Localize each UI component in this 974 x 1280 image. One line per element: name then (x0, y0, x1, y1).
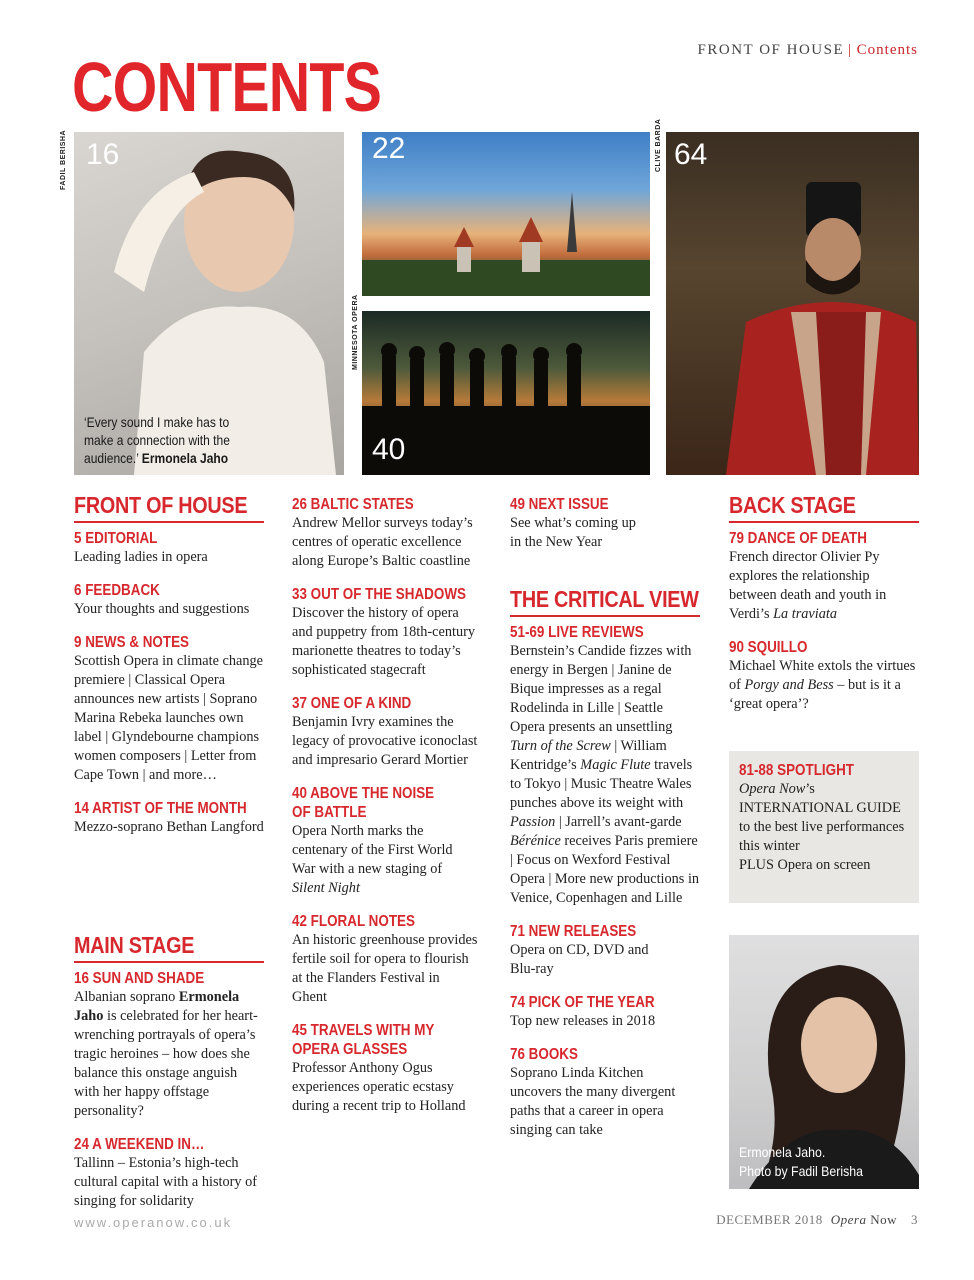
footer-url[interactable]: www.operanow.co.uk (74, 1215, 233, 1230)
photo-ermonela-jaho-portrait[interactable] (74, 132, 344, 475)
item-title: 74 PICK OF THE YEAR (510, 994, 655, 1011)
contents-item[interactable] (510, 623, 700, 908)
item-title: 24 A WEEKEND IN… (74, 1136, 205, 1153)
item-title: 71 NEW RELEASES (510, 923, 637, 940)
contents-item[interactable] (74, 633, 264, 785)
item-description: An historic greenhouse provides fertile soil for opera to flourish at the Flanders Festival in Ghent (292, 932, 478, 1005)
column-back-stage (729, 492, 919, 728)
item-title: 40 ABOVE THE NOISE OF BATTLE (292, 785, 435, 821)
running-head-section: FRONT OF HOUSE (697, 42, 845, 58)
page-title: CONTENTS (72, 48, 382, 126)
item-description: Opera Now’s INTERNATIONAL GUIDE to the best live performances this winter PLUS Opera on screen (739, 781, 905, 873)
item-description: Benjamin Ivry examines the legacy of provocative iconoclast and impresario Gerard Mortier (292, 714, 478, 768)
contents-item[interactable] (292, 912, 478, 1007)
photo-opera-singer-red-robe[interactable] (666, 132, 919, 475)
item-title: 79 DANCE OF DEATH (729, 530, 867, 547)
pull-quote-text: ‘Every sound I make has to make a connection with the audience.’ (84, 414, 230, 466)
spotlight-box[interactable] (729, 751, 919, 903)
section-heading-main-stage: MAIN STAGE (74, 932, 264, 963)
item-description: Opera on CD, DVD and Blu-ray (510, 942, 649, 977)
item-description: Albanian soprano Ermonela Jaho is celebrated for her heart-wrenching portrayals of opera’s tragic heroines – how does she balance this onstage anguish with her happy offstage personality? (74, 989, 258, 1119)
column-features (292, 495, 478, 1130)
contents-item[interactable] (74, 529, 264, 567)
item-title: 49 NEXT ISSUE (510, 496, 609, 513)
item-description: Scottish Opera in climate change premiere | Classical Opera announces new artists | Soprano Marina Rebeka launches own label | Glyndebourne champions women composers | Letter from Cape Town | and more… (74, 653, 263, 783)
section-heading-front-of-house: FRONT OF HOUSE (74, 492, 264, 523)
item-title: 26 BALTIC STATES (292, 496, 414, 513)
item-description: Andrew Mellor surveys today’s centres of operatic excellence along Europe’s Baltic coastline (292, 515, 473, 569)
page-ref-number: 22 (372, 132, 406, 165)
pull-quote (84, 413, 239, 467)
column-main-stage (74, 932, 264, 1225)
photo-credit: CLIVE BARDA (655, 118, 662, 172)
contents-item[interactable] (510, 993, 700, 1031)
page-ref-number: 16 (86, 138, 120, 171)
item-description: See what’s coming up in the New Year (510, 515, 636, 550)
column-critical-view (510, 495, 700, 1154)
item-description: Discover the history of opera and puppetry from 18th-century marionette theatres to today’s sophisticated stagecraft (292, 605, 476, 678)
photo-caption: Ermonela Jaho. Photo by Fadil Berisha (739, 1144, 863, 1179)
footer-date: DECEMBER 2018 (716, 1212, 823, 1227)
contents-item[interactable] (729, 638, 919, 714)
item-title: 33 OUT OF THE SHADOWS (292, 586, 466, 603)
footer-magazine: Opera Now (830, 1212, 897, 1227)
item-description: Soprano Linda Kitchen uncovers the many divergent paths that a career in opera singing can take (510, 1065, 676, 1138)
item-title: 9 NEWS & NOTES (74, 634, 190, 651)
item-title: 81-88 SPOTLIGHT (739, 762, 855, 779)
item-title: 37 ONE OF A KIND (292, 695, 412, 712)
contents-item[interactable] (510, 1045, 700, 1140)
item-description: Tallinn – Estonia’s high-tech cultural capital with a history of singing for solidarity (74, 1155, 258, 1209)
item-title: 45 TRAVELS WITH MY OPERA GLASSES (292, 1022, 435, 1058)
pull-quote-author: Ermonela Jaho (141, 450, 229, 466)
section-heading-critical-view: THE CRITICAL VIEW (510, 586, 700, 617)
item-title: 5 EDITORIAL (74, 530, 158, 547)
photo-tallinn-skyline[interactable] (362, 132, 650, 296)
item-title: 90 SQUILLO (729, 639, 808, 656)
contents-item[interactable] (292, 784, 478, 898)
contents-item[interactable] (292, 694, 478, 770)
contents-item[interactable] (74, 969, 264, 1121)
photo-credit: FADIL BERISHA (60, 129, 67, 190)
item-description: French director Olivier Py explores the relationship between death and youth in Verdi’s La traviata (729, 549, 887, 622)
contents-item[interactable] (510, 495, 700, 552)
section-heading-back-stage: BACK STAGE (729, 492, 919, 523)
page-ref-number: 40 (372, 433, 406, 466)
running-head-page: Contents (856, 42, 918, 58)
item-title: 51-69 LIVE REVIEWS (510, 624, 644, 641)
contents-item[interactable] (729, 529, 919, 624)
contents-item[interactable] (510, 922, 700, 979)
item-title: 16 SUN AND SHADE (74, 970, 205, 987)
contents-item[interactable] (74, 581, 264, 619)
footer-folio (716, 1212, 918, 1228)
item-title: 42 FLORAL NOTES (292, 913, 415, 930)
item-description: Bernstein’s Candide fizzes with energy in Bergen | Janine de Bique impresses as a regal Rodelinda in Lille | Seattle Opera presents an unsettling Turn of the Screw | William Kentridge’s Magic Flute travels to Tokyo | Music Theatre Wales punches above its weight with Passion | Jarrell’s avant-garde Bérénice receives Paris premiere | Focus on Wexford Festival Opera | More new productions in Venice, Copenhagen and Lille (510, 643, 700, 906)
item-description: Mezzo-soprano Bethan Langford (74, 819, 264, 835)
item-title: 76 BOOKS (510, 1046, 578, 1063)
photo-credit: MINNESOTA OPERA (352, 294, 359, 370)
item-description: Professor Anthony Ogus experiences operatic ecstasy during a recent trip to Holland (292, 1060, 466, 1114)
item-description: Top new releases in 2018 (510, 1013, 656, 1029)
photo-ermonela-jaho-headshot[interactable] (729, 935, 919, 1189)
item-description: Leading ladies in opera (74, 549, 208, 565)
item-title: 6 FEEDBACK (74, 582, 160, 599)
running-head (698, 42, 918, 59)
contents-item[interactable] (292, 585, 478, 680)
contents-item[interactable] (74, 799, 264, 837)
page-number: 3 (911, 1212, 918, 1227)
item-description: Opera North marks the centenary of the First World War with a new staging of Silent Night (292, 823, 453, 896)
singer-illustration (666, 132, 919, 475)
page-ref-number: 64 (674, 138, 708, 171)
contents-item[interactable] (74, 1135, 264, 1211)
item-description: Your thoughts and suggestions (74, 601, 250, 617)
column-front-of-house (74, 492, 264, 851)
item-title: 14 ARTIST OF THE MONTH (74, 800, 247, 817)
item-description: Michael White extols the virtues of Porgy and Bess – but is it a ‘great opera’? (729, 658, 916, 712)
contents-item[interactable] (292, 1021, 478, 1116)
running-head-separator: | (848, 42, 853, 58)
contents-item[interactable] (292, 495, 478, 571)
photo-silent-night-soldiers[interactable] (362, 311, 650, 475)
